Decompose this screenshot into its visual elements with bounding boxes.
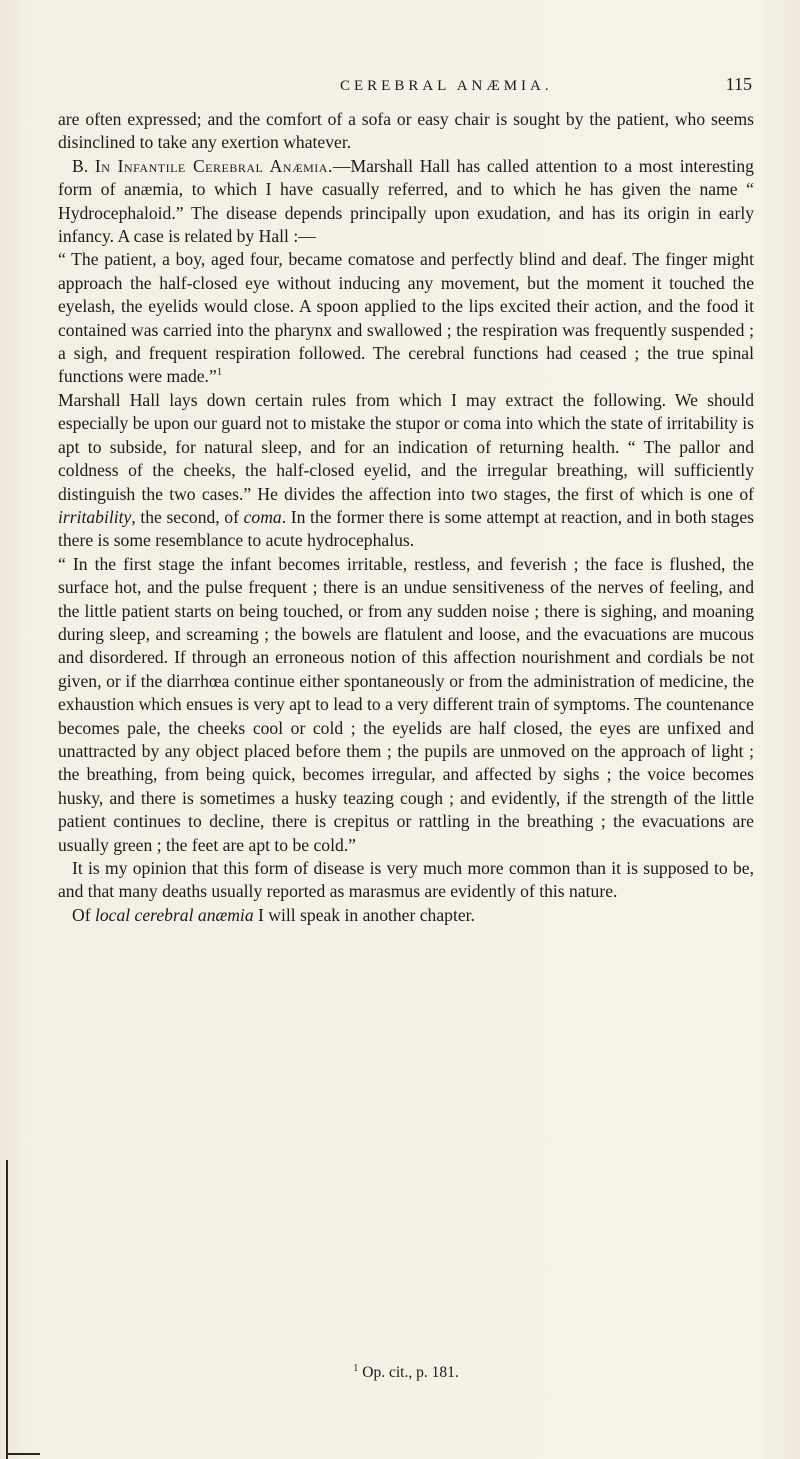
footnote-reference: 1 [216, 366, 223, 379]
footnote-marker: 1 [353, 1362, 359, 1374]
paragraph [58, 857, 754, 904]
text-run: I will speak in another chapter. [253, 904, 475, 925]
text-run: “ In the first stage the infant becomes irritable, restless, and feverish ; the face is flushed, the surface hot, and the pulse frequent ; there is an undue sensitiveness of the nerves of feeling, and the little patient starts on being touched, or from any sudden noise ; there is sighing, and moaning during sleep, and screaming ; the bowels are flatulent and loose, and the evacuations are mucous and disordered. If through an erroneous notion of this affection nourishment and cordials be not given, or if the diarrhœa continue either spontaneously or from the administration of medicine, the exhaustion which ensues is very apt to lead to a very different train of symptoms. The countenance becomes pale, the cheeks cool or cold ; the eyelids are half closed, the eyes are unfixed and unattracted by any object placed before them ; the pupils are unmoved on the approach of light ; the breathing, from being quick, becomes irregular, and affected by sighs ; the voice becomes husky, and there is sometimes a husky teazing cough ; and evidently, if the strength of the little patient continues to decline, there is crepitus or rattling in the breathing ; the evacuations are usually green ; the feet are apt to be cold.” [58, 553, 754, 855]
paragraph [58, 553, 754, 857]
text-run: . In the former there is some attempt at reaction, and in both stages there is some resemblance to acute hydrocephalus. [58, 506, 754, 551]
footnote-text: Op. cit., p. 181. [362, 1364, 459, 1381]
running-head-title: CEREBRAL ANÆMIA. [340, 78, 553, 94]
section-heading: In Infantile Cerebral Anæmia. [94, 155, 333, 176]
text-run: , the second, of [131, 506, 244, 527]
paragraph [58, 904, 754, 927]
page-edge-foot-line [6, 1453, 40, 1455]
text-run: —Marshall Hall has called attention to a most interesting form of anæmia, to which I have casually referred, and to which he has given the name “ Hydrocephaloid.” The disease depends principally upon exudation, and has its origin in early infancy. A case is related by Hall :— [58, 155, 754, 247]
text-run: coma [243, 506, 282, 527]
paragraph [58, 248, 754, 388]
running-head [60, 74, 752, 98]
text-run: Marshall Hall lays down certain rules from which I may extract the following. We should especially be upon our guard not to mistake the stupor or coma into which the state of irritability is apt to subside, for natural sleep, and for an indication of returning health. “ The pallor and coldness of the cheeks, the half-closed eyelid, and the irregular breathing, will sufficiently distinguish the two cases.” He divides the affection into two stages, the first of which is one of [58, 389, 754, 504]
paragraph [58, 155, 754, 249]
text-run: Of [72, 904, 95, 925]
text-run: are often expressed; and the comfort of a sofa or easy chair is sought by the patient, who seems disinclined to take any exertion whatever. [58, 109, 754, 153]
text-run: local cerebral anæmia [94, 904, 254, 925]
text-run: irritability [58, 506, 132, 527]
paragraph [58, 108, 754, 155]
text-run: “ The patient, a boy, aged four, became comatose and perfectly blind and deaf. The finger might approach the half-closed eye without inducing any movement, but the moment it touched the eyelash, the eyelids would close. A spoon applied to the lips excited their action, and the food it contained was carried into the pharynx and swallowed ; the respiration was frequently suspended ; a sigh, and frequent respiration followed. The cerebral functions had ceased ; the true spinal functions were made.” [58, 249, 754, 387]
body-text [58, 108, 754, 927]
page-number: 115 [725, 74, 752, 94]
text-run: B. [72, 155, 95, 176]
text-run: It is my opinion that this form of disease is very much more common than it is supposed to be, and that many deaths usually reported as marasmus are evidently of this nature. [58, 858, 754, 902]
paragraph [58, 389, 754, 553]
footnote [58, 1364, 754, 1382]
page-edge-line [6, 1160, 8, 1459]
